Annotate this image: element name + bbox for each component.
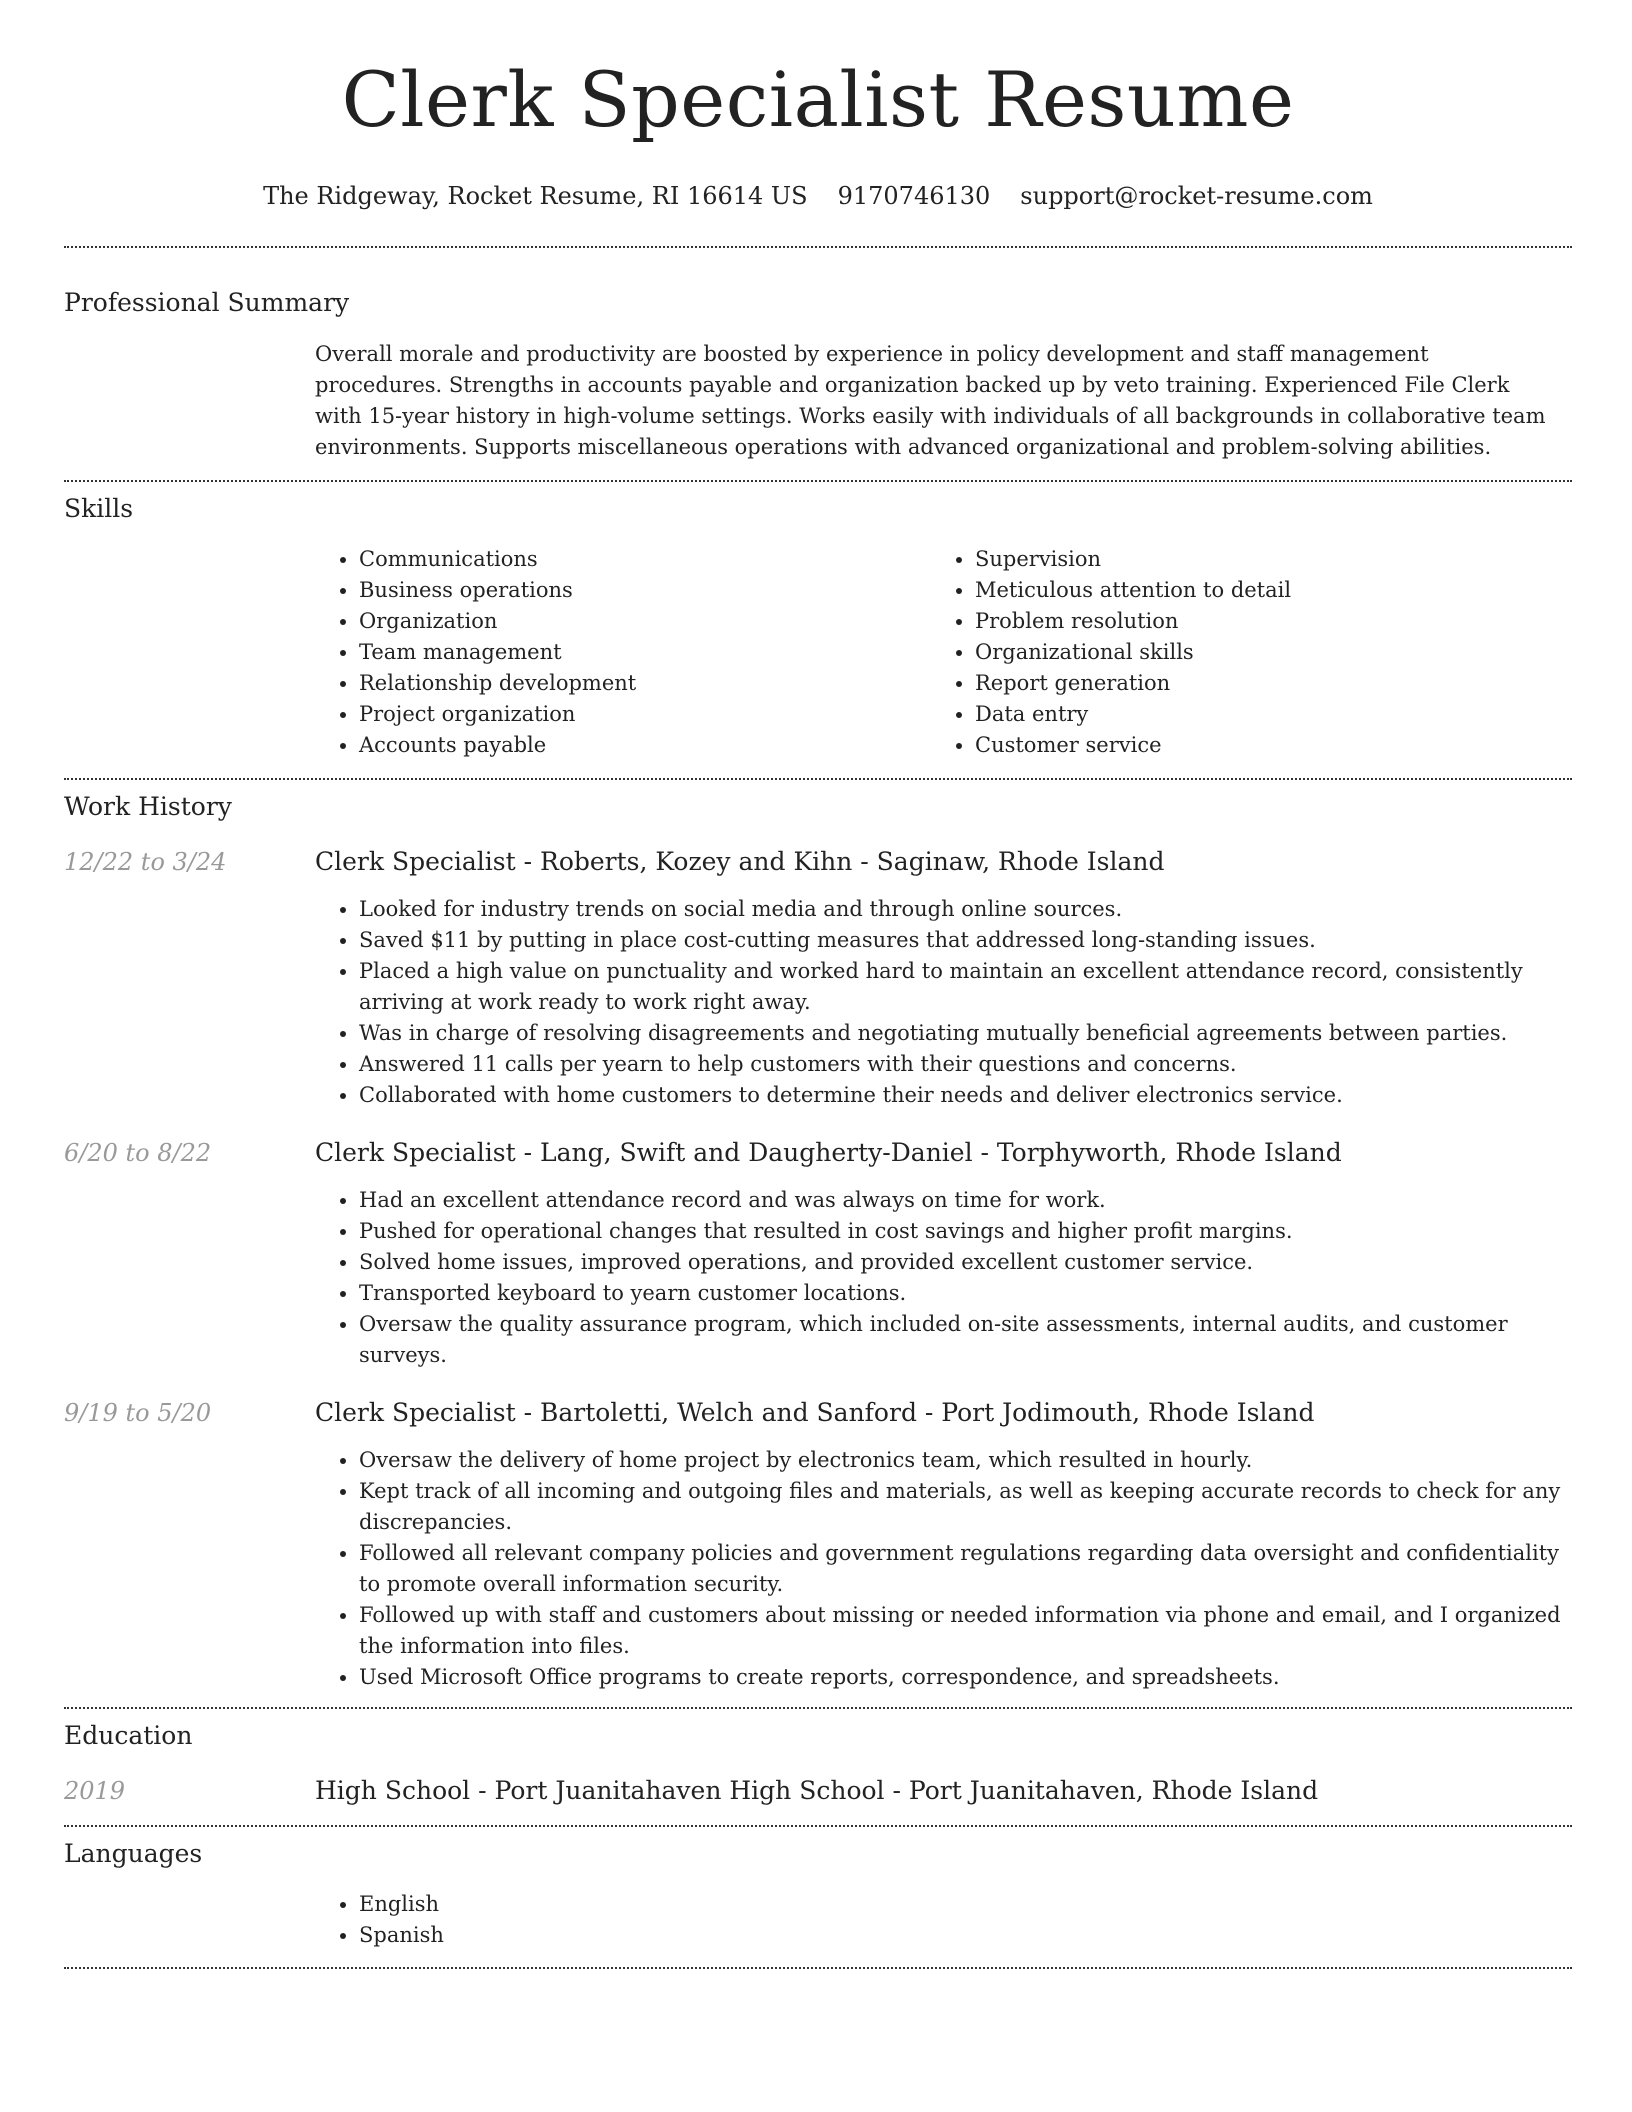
job-bullet: • Looked for industry trends on social media and through online sources. [359,894,1562,925]
job-bullet: • Oversaw the quality assurance program, which included on-site assessments, internal audits, and customer surveys. [359,1309,1562,1371]
job-bullet: • Had an excellent attendance record and was always on time for work. [359,1185,1562,1216]
languages-list [315,1889,1572,1951]
jobs-list [64,846,1572,1693]
job-title: Clerk Specialist - Roberts, Kozey and Kihn - Saginaw, Rhode Island [315,847,1165,876]
job-dates: 9/19 to 5/20 [64,1399,212,1427]
skill-item: • Business operations [359,575,931,606]
job-bullet: • Collaborated with home customers to determine their needs and deliver electronics service. [359,1080,1562,1111]
section-heading-languages: Languages [64,1839,203,1868]
job-entry [64,1397,1572,1693]
job-bullet: • Answered 11 calls per yearn to help customers with their questions and concerns. [359,1049,1562,1080]
contact-line [64,180,1572,212]
divider [64,1707,1572,1709]
job-header [64,1137,1572,1169]
job-bullet: • Oversaw the delivery of home project by electronics team, which resulted in hourly. [359,1445,1562,1476]
job-bullet: • Placed a high value on punctuality and worked hard to maintain an excellent attendance record, consistently arriving at work ready to work right away. [359,956,1562,1018]
education-entry [64,1775,1572,1807]
divider [64,778,1572,780]
skill-item: • Problem resolution [975,606,1547,637]
job-bullet: • Followed up with staff and customers about missing or needed information via phone and email, and I organized the information into files. [359,1600,1562,1662]
skill-item: • Meticulous attention to detail [975,575,1547,606]
language-item: • English [359,1889,1572,1920]
job-bullet: • Pushed for operational changes that resulted in cost savings and higher profit margins. [359,1216,1562,1247]
skill-item: • Project organization [359,699,931,730]
education-section [64,1719,1572,1807]
skills-list-left [315,544,931,761]
language-item: • Spanish [359,1920,1572,1951]
skills-grid [315,544,1572,761]
job-bullet: • Saved $11 by putting in place cost-cutting measures that addressed long-standing issues. [359,925,1562,956]
section-heading-education: Education [64,1721,193,1750]
contact-address: The Ridgeway, Rocket Resume, RI 16614 US [263,182,808,210]
job-bullets [315,894,1572,1111]
job-bullet: • Transported keyboard to yearn customer locations. [359,1278,1562,1309]
job-bullets [315,1185,1572,1371]
skill-item: • Report generation [975,668,1547,699]
skill-item: • Organization [359,606,931,637]
skill-item: • Supervision [975,544,1547,575]
job-header [64,846,1572,878]
summary-section [64,286,1572,463]
skill-item: • Organizational skills [975,637,1547,668]
section-heading-summary: Professional Summary [64,288,350,317]
job-title: Clerk Specialist - Lang, Swift and Daugherty-Daniel - Torphyworth, Rhode Island [315,1138,1342,1167]
divider [64,1967,1572,1969]
contact-email: support@rocket-resume.com [1020,182,1373,210]
skill-item: • Communications [359,544,931,575]
job-bullet: • Was in charge of resolving disagreements and negotiating mutually beneficial agreements between parties. [359,1018,1562,1049]
job-header [64,1397,1572,1429]
job-entry [64,1137,1572,1371]
section-heading-work: Work History [64,792,232,821]
job-bullet: • Kept track of all incoming and outgoing files and materials, as well as keeping accurate records to check for any discrepancies. [359,1476,1562,1538]
education-title: High School - Port Juanitahaven High School - Port Juanitahaven, Rhode Island [315,1776,1319,1805]
contact-phone: 9170746130 [837,182,991,210]
job-bullets [315,1445,1572,1693]
divider [64,480,1572,482]
skill-item: • Accounts payable [359,730,931,761]
job-bullet: • Solved home issues, improved operations, and provided excellent customer service. [359,1247,1562,1278]
divider [64,246,1572,248]
job-bullet: • Followed all relevant company policies and government regulations regarding data oversight and confidentiality to promote overall information security. [359,1538,1562,1600]
education-year: 2019 [64,1777,126,1805]
skill-item: • Data entry [975,699,1547,730]
job-dates: 12/22 to 3/24 [64,848,227,876]
work-section [64,790,1572,1693]
job-entry [64,846,1572,1111]
resume-title: Clerk Specialist Resume [341,55,1295,144]
resume-page [64,0,1572,1969]
summary-text: Overall morale and productivity are boosted by experience in policy development and staff management procedures. Strengths in accounts payable and organization backed up by veto training. Experienced File Clerk with 15-year history in high-volume settings. Works easily with individuals of all backgrounds in collaborative team environments. Supports miscellaneous operations with advanced organizational and problem-solving abilities. [315,342,1546,459]
skill-item: • Team management [359,637,931,668]
job-dates: 6/20 to 8/22 [64,1139,212,1167]
skills-list-right [931,544,1547,761]
section-heading-skills: Skills [64,494,134,523]
skills-section [64,492,1572,761]
job-title: Clerk Specialist - Bartoletti, Welch and Sanford - Port Jodimouth, Rhode Island [315,1398,1315,1427]
languages-section [64,1837,1572,1951]
skill-item: • Relationship development [359,668,931,699]
skill-item: • Customer service [975,730,1547,761]
job-bullet: • Used Microsoft Office programs to create reports, correspondence, and spreadsheets. [359,1662,1562,1693]
divider [64,1825,1572,1827]
